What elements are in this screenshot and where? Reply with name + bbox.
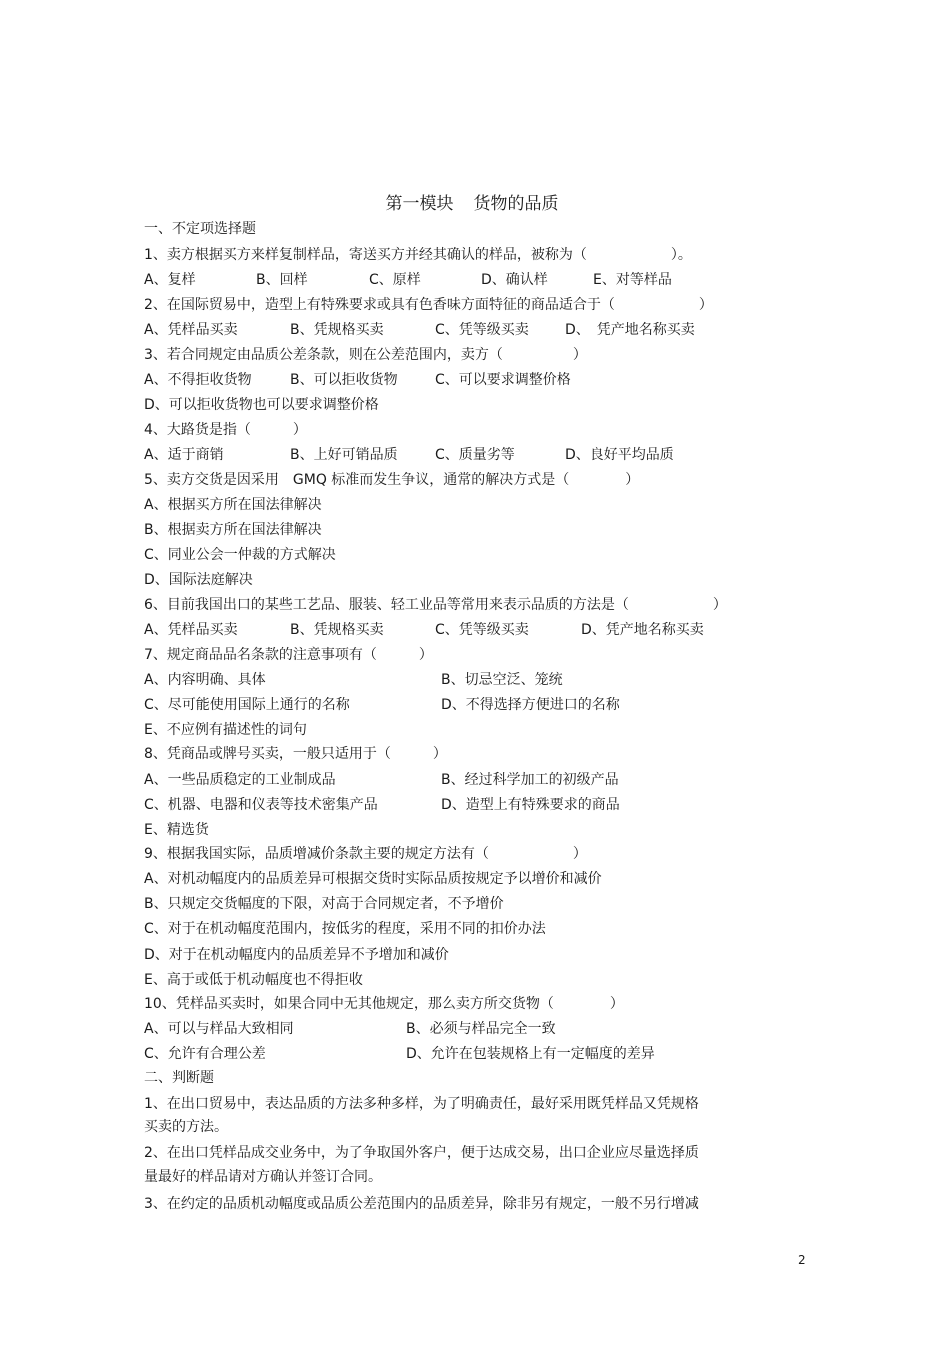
q1-option-a: A、复样 <box>144 272 196 288</box>
q8-option-e: E、精选货 <box>144 822 209 838</box>
q2-option-b: B、凭规格买卖 <box>290 322 384 338</box>
judgment-1-line-2: 买卖的方法。 <box>144 1119 228 1135</box>
q8-option-d: D、造型上有特殊要求的商品 <box>441 797 620 813</box>
judgment-2-line-1: 2、在出口凭样品成交业务中，为了争取国外客户，便于达成交易，出口企业应尽量选择质 <box>144 1145 699 1161</box>
section-heading-1: 一、不定项选择题 <box>144 221 256 237</box>
q3-option-b: B、可以拒收货物 <box>290 372 398 388</box>
q2-option-a: A、凭样品买卖 <box>144 322 238 338</box>
section-heading-2: 二、判断题 <box>144 1070 214 1086</box>
q9-option-e: E、高于或低于机动幅度也不得拒收 <box>144 972 363 988</box>
q7-option-a: A、内容明确、具体 <box>144 672 266 688</box>
q8-option-c: C、机器、电器和仪表等技术密集产品 <box>144 797 378 813</box>
q5-option-a: A、根据买方所在国法律解决 <box>144 497 322 513</box>
q4-option-c: C、质量劣等 <box>435 447 515 463</box>
q8-option-a: A、一些品质稳定的工业制成品 <box>144 772 336 788</box>
q9-option-b: B、只规定交货幅度的下限，对高于合同规定者，不予增价 <box>144 896 504 912</box>
q6-option-d: D、凭产地名称买卖 <box>581 622 704 638</box>
page-number: 2 <box>798 1253 806 1267</box>
judgment-3-line-1: 3、在约定的品质机动幅度或品质公差范围内的品质差异，除非另有规定，一般不另行增减 <box>144 1196 699 1212</box>
q2-option-d: D、 凭产地名称买卖 <box>565 322 695 338</box>
q2-option-c: C、凭等级买卖 <box>435 322 529 338</box>
judgment-2-line-2: 量最好的样品请对方确认并签订合同。 <box>144 1169 382 1185</box>
question-10: 10、凭样品买卖时，如果合同中无其他规定，那么卖方所交货物（ ） <box>144 996 624 1012</box>
question-9: 9、根据我国实际，品质增减价条款主要的规定方法有（ ） <box>144 846 587 862</box>
q4-option-d: D、良好平均品质 <box>565 447 674 463</box>
q6-option-a: A、凭样品买卖 <box>144 622 238 638</box>
question-1: 1、卖方根据买方来样复制样品，寄送买方并经其确认的样品，被称为（ ）。 <box>144 247 692 263</box>
title-part-2: 货物的品质 <box>473 194 559 214</box>
q5-option-b: B、根据卖方所在国法律解决 <box>144 522 322 538</box>
q4-option-a: A、适于商销 <box>144 447 224 463</box>
q1-option-c: C、原样 <box>369 272 421 288</box>
q1-option-d: D、确认样 <box>481 272 548 288</box>
q1-option-b: B、回样 <box>256 272 308 288</box>
q8-option-b: B、经过科学加工的初级产品 <box>441 772 619 788</box>
q6-option-b: B、凭规格买卖 <box>290 622 384 638</box>
q9-option-c: C、对于在机动幅度范围内，按低劣的程度，采用不同的扣价办法 <box>144 921 546 937</box>
q7-option-d: D、不得选择方便进口的名称 <box>441 697 620 713</box>
q7-option-b: B、切忌空泛、笼统 <box>441 672 563 688</box>
question-3: 3、若合同规定由品质公差条款，则在公差范围内，卖方（ ） <box>144 347 587 363</box>
q3-option-d: D、可以拒收货物也可以要求调整价格 <box>144 397 379 413</box>
page-title <box>0 193 944 215</box>
q7-option-e: E、不应例有描述性的词句 <box>144 722 307 738</box>
q9-option-d: D、对于在机动幅度内的品质差异不予增加和减价 <box>144 947 449 963</box>
question-6: 6、目前我国出口的某些工艺品、服装、轻工业品等常用来表示品质的方法是（ ） <box>144 597 727 613</box>
judgment-1-line-1: 1、在出口贸易中，表达品质的方法多种多样，为了明确责任，最好采用既凭样品又凭规格 <box>144 1096 699 1112</box>
q3-option-a: A、不得拒收货物 <box>144 372 252 388</box>
question-7: 7、规定商品品名条款的注意事项有（ ） <box>144 647 433 663</box>
q9-option-a: A、对机动幅度内的品质差异可根据交货时实际品质按规定予以增价和减价 <box>144 871 602 887</box>
q1-option-e: E、对等样品 <box>593 272 672 288</box>
q5-option-c: C、同业公会一仲裁的方式解决 <box>144 547 336 563</box>
question-2: 2、在国际贸易中，造型上有特殊要求或具有色香味方面特征的商品适合于（ ） <box>144 297 713 313</box>
q6-option-c: C、凭等级买卖 <box>435 622 529 638</box>
title-part-1: 第一模块 <box>385 194 454 214</box>
question-8: 8、凭商品或牌号买卖，一般只适用于（ ） <box>144 746 447 762</box>
q10-option-d: D、允许在包装规格上有一定幅度的差异 <box>406 1046 655 1062</box>
q10-option-b: B、必须与样品完全一致 <box>406 1021 556 1037</box>
question-4: 4、大路货是指（ ） <box>144 422 307 438</box>
q10-option-c: C、允许有合理公差 <box>144 1046 266 1062</box>
question-5: 5、卖方交货是因采用 GMQ 标准而发生争议，通常的解决方式是（ ） <box>144 472 640 488</box>
q5-option-d: D、国际法庭解决 <box>144 572 253 588</box>
q10-option-a: A、可以与样品大致相同 <box>144 1021 294 1037</box>
q7-option-c: C、尽可能使用国际上通行的名称 <box>144 697 350 713</box>
q3-option-c: C、可以要求调整价格 <box>435 372 571 388</box>
q4-option-b: B、上好可销品质 <box>290 447 398 463</box>
